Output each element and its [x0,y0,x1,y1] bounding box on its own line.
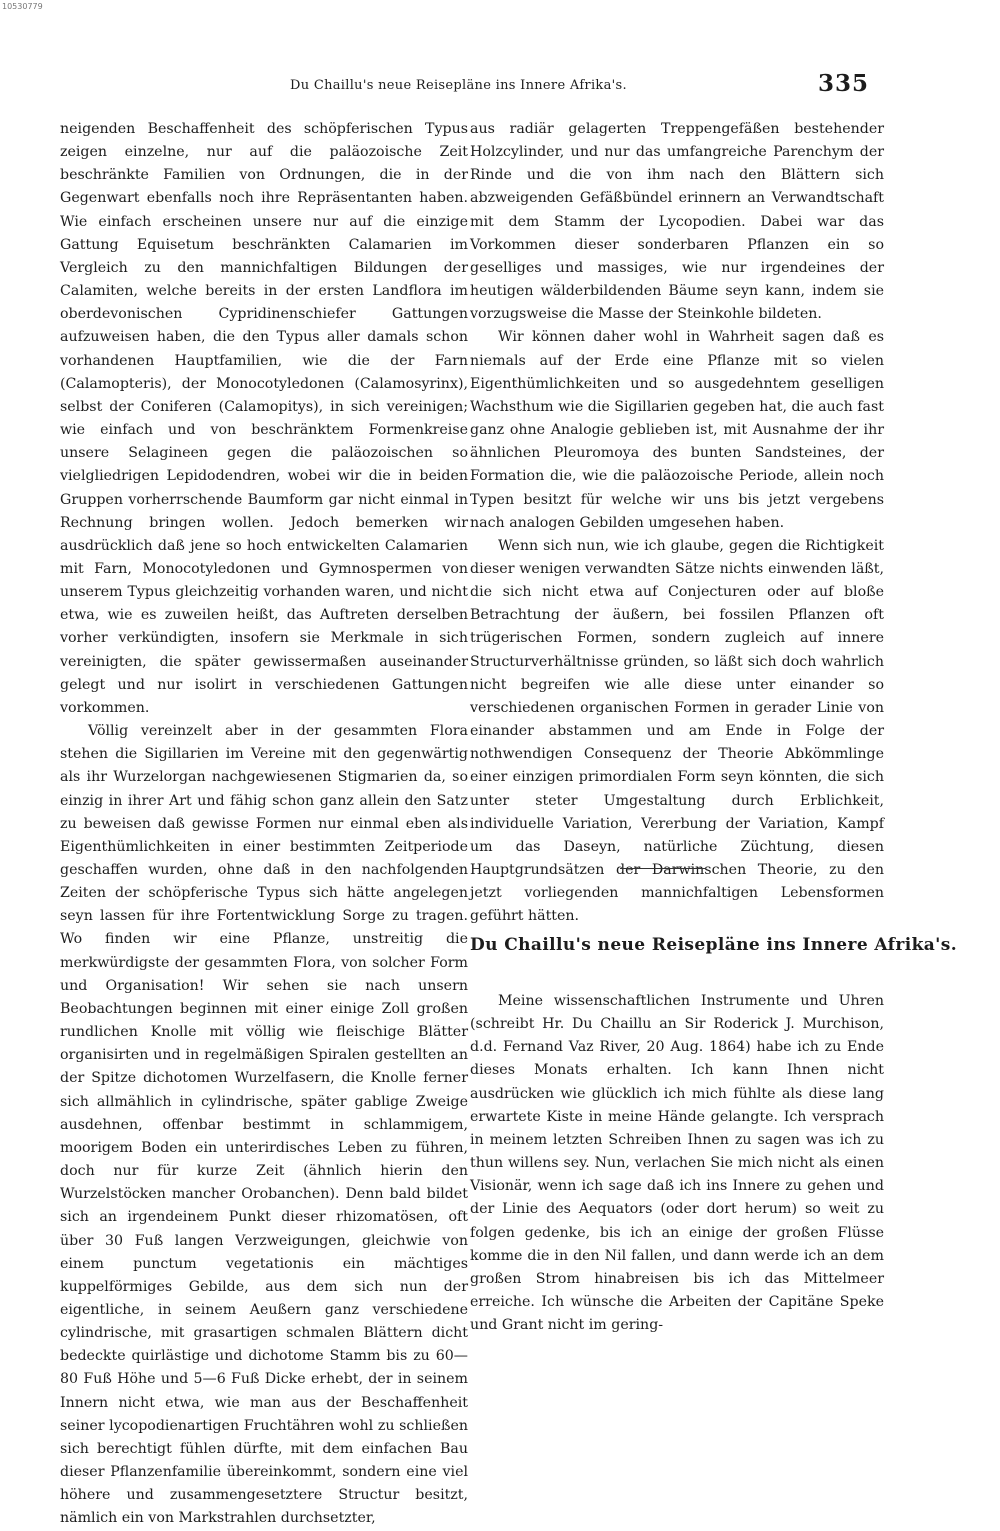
section-divider [620,868,706,869]
paragraph: Meine wissenschaftlichen Instrumente und Uhren (schreibt Hr. Du Chaillu an Sir Roderick J. Murchison, d.d. Fernand Vaz River, 20 Aug. 1864) habe ich zu Ende dieses Monats erhalten. Ich kann Ihnen nicht ausdrücken wie glücklich ich mich fühlte als diese lang erwartete Kiste in meine Hände gelangte. Ich versprach in meinem letzten Schreiben Ihnen zu sagen was ich zu thun willens sey. Nun, verlachen Sie mich nicht als einen Visionär, wenn ich sage daß ich ins Innere zu gehen und der Linie des Aequators (oder dort herum) so weit zu folgen gedenke, bis ich an einige der großen Flüsse komme die in den Nil fallen, und dann werde ich an dem großen Strom hinabreisen bis ich das Mittelmeer erreiche. Ich wünsche die Arbeiten der Capitäne Speke und Grant nicht im gering- [470,993,884,1334]
left-column [60,118,468,1531]
page-number: 335 [818,70,870,97]
paragraph: Wenn sich nun, wie ich glaube, gegen die Richtigkeit dieser wenigen verwandten Sätze nichts einwenden läßt, die sich nicht etwa auf Conjecturen oder auf bloße Betrachtung der äußern, bei fossilen Pflanzen oft trügerischen Formen, sondern zugleich auf innere Structurverhältnisse gründen, so läßt sich doch wahrlich nicht begreifen wie alle diese unter einander so verschiedenen organischen Formen in gerader Linie von einander abstammen und am Ende in Folge der nothwendigen Consequenz der Theorie Abkömmlinge einer einzigen primordialen Form seyn könnten, die sich unter steter Umgestaltung durch Erblichkeit, individuelle Variation, Vererbung der Variation, Kampf um das Daseyn, natürliche Züchtung, diesen Hauptgrundsätzen der Darwinschen Theorie, zu den jetzt vorliegenden mannichfaltigen Lebensformen geführt hätten. [470,537,884,925]
running-title: Du Chaillu's neue Reisepläne ins Innere Afrika's. [290,78,627,93]
paragraph: neigenden Beschaffenheit des schöpferischen Typus zeigen einzelne, nur auf die paläozoische Zeit beschränkte Familien von Ordnungen, die in der Gegenwart ebenfalls noch ihre Repräsentanten haben. Wie einfach erscheinen unsere nur auf die einzige Gattung Equisetum beschränkten Calamarien im Vergleich zu den mannichfaltigen Bildungen der Calamiten, welche bereits in der ersten Landflora im oberdevonischen Cypridinenschiefer Gattungen aufzuweisen haben, die den Typus aller damals schon vorhandenen Hauptfamilien, wie die der Farn (Calamopteris), der Monocotyledonen (Calamosyrinx), selbst der Coniferen (Calamopitys), in sich vereinigen; wie einfach und von beschränktem Formenkreise unsere Selagineen gegen die paläozoischen so vielgliedrigen Lepidodendren, wobei wir die in beiden Gruppen vorherrschende Baumform gar nicht einmal in Rechnung bringen wollen. Jedoch bemerken wir ausdrücklich daß jene so hoch entwickelten Calamarien mit Farn, Monocotyledonen und Gymnospermen von unserem Typus gleichzeitig vorhanden waren, und nicht etwa, wie es zuweilen heißt, das Auftreten derselben vorher verkündigten, insofern sie Merkmale in sich vereinigten, die später gewissermaßen auseinander gelegt und nur isolirt in verschiedenen Gattungen vorkommen. [60,121,468,716]
paragraph: aus radiär gelagerten Treppengefäßen bestehender Holzcylinder, und nur das umfangreiche Parenchym der Rinde und die von ihm nach den Blättern sich abzweigenden Gefäßbündel erinnern an Verwandtschaft mit dem Stamm der Lycopodien. Dabei war das Vorkommen dieser sonderbaren Pflanzen ein so geselliges und massiges, wie nur irgendeines der heutigen wälderbildenden Bäume seyn kann, indem sie vorzugsweise die Masse der Steinkohle bildeten. [470,121,884,323]
paragraph: Völlig vereinzelt aber in der gesammten Flora stehen die Sigillarien im Vereine mit den gegenwärtig als ihr Wurzelorgan nachgewiesenen Stigmarien da, so einzig in ihrer Art und fähig schon ganz allein den Satz zu beweisen daß gewisse Formen nur einmal eben als Eigenthümlichkeiten in einer bestimmten Zeitperiode geschaffen wurden, ohne daß in den nachfolgenden Zeiten der schöpferische Typus sich hätte angelegen seyn lassen für ihre Fortentwicklung Sorge zu tragen. Wo finden wir eine Pflanze, unstreitig die merkwürdigste der gesammten Flora, von solcher Form und Organisation! Wir sehen sie nach unsern Beobachtungen beginnen mit einer einige Zoll großen rundlichen Knolle mit völlig wie fleischige Blätter organisirten und in regelmäßigen Spiralen gestellten an der Spitze dichotomen Wurzelfasern, die Knolle ferner sich allmählich in cylindrische, später gablige Zweige ausdehnen, offenbar bestimmt in schlammigem, moorigem Boden ein unterirdisches Leben zu führen, doch nur für kurze Zeit (ähnlich hierin den Wurzelstöcken mancher Orobanchen). Denn bald bildet sich an irgendeinem Punkt dieser rhizomatösen, oft über 30 Fuß langen Verzweigungen, gleichwie von einem punctum vegetationis ein mächtiges kuppelförmiges Gebilde, aus dem sich nun der eigentliche, in seinem Aeußern ganz verschiedene cylindrische, mit grasartigen schmalen Blättern dicht bedeckte quirlästige und dichotome Stamm bis zu 60—80 Fuß Höhe und 5—6 Fuß Dicke erhebt, der in seinem Innern nicht etwa, wie man aus der Beschaffenheit seiner lycopodienartigen Fruchtähren wohl zu schließen sich berechtigt fühlen dürfte, mit dem einfachen Bau dieser Pflanzenfamilie übereinkommt, sondern eine viel höhere und zusammengesetztere Structur besitzt, nämlich ein von Markstrahlen durchsetzter, [60,723,468,1527]
scan-id: 10530779 [2,2,43,11]
section-body [470,990,884,1337]
paragraph: Wir können daher wohl in Wahrheit sagen daß es niemals auf der Erde eine Pflanze mit so vielen Eigenthümlichkeiten und so ausgedehntem geselligen Wachsthum wie die Sigillarien gegeben hat, die auch fast ganz ohne Analogie geblieben ist, mit Ausnahme der ihr ähnlichen Pleuromoya des bunten Sandsteines, der Formation die, wie die paläozoische Periode, allein noch Typen besitzt für welche wir uns bis jetzt vergebens nach analogen Gebilden umgesehen haben. [470,329,884,531]
section-title: Du Chaillu's neue Reisepläne ins Innere Afrika's. [470,935,958,955]
right-column [470,118,884,928]
